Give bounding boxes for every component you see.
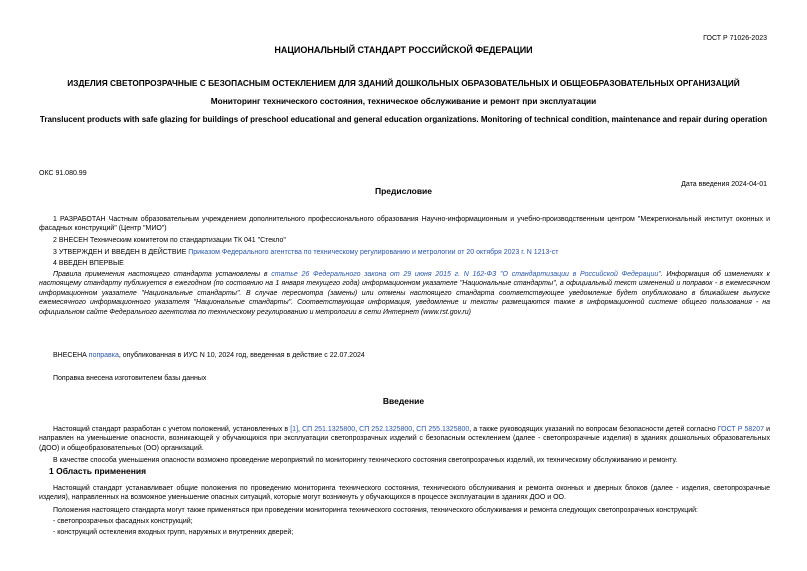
sp-251-link[interactable]: СП 251.1325800	[302, 426, 356, 433]
national-standard-heading: НАЦИОНАЛЬНЫЙ СТАНДАРТ РОССИЙСКОЙ ФЕДЕРАЦИИ	[274, 45, 533, 55]
foreword-item-3	[39, 248, 770, 257]
foreword-heading: Предисловие	[374, 186, 433, 196]
intro-text-c: и направлен на уменьшение опасности, возникающей у обучающихся при эксплуатации светопрозрачных изделий с безопасным остеклением (далее - светопрозрачные изделия) в зданиях дошкольных образовательных (ДОО) и общеобразовательных (ОО) организаций.	[39, 426, 770, 452]
document-title: ИЗДЕЛИЯ СВЕТОПРОЗРАЧНЫЕ С БЕЗОПАСНЫМ ОСТЕКЛЕНИЕМ ДЛЯ ЗДАНИЙ ДОШКОЛЬНЫХ ОБРАЗОВАТЕЛЬНЫХ И ОБЩЕОБРАЗОВАТЕЛЬНЫХ ОРГАНИЗАЦИЙ	[67, 78, 740, 88]
scope-paragraph-1: Настоящий стандарт устанавливает общие положения по проведению мониторинга технического состояния, технического обслуживания и ремонта оконных и дверных блоков (далее - изделия, светопрозрачные изделия), направленных на возможное уменьшение опасных ситуаций, которые могут возникнуть у обучающихся в процессе эксплуатации в зданиях ДОО и ОО.	[39, 485, 770, 502]
document-subtitle: Мониторинг технического состояния, техническое обслуживание и ремонт при эксплуатации	[210, 96, 597, 106]
amendment-text-a: ВНЕСЕНА	[53, 352, 89, 359]
intro-text-b: , а также руководящих указаний по вопросам безопасности детей согласно	[469, 426, 718, 433]
foreword-item-3-text: 3 УТВЕРЖДЕН И ВВЕДЕН В ДЕЙСТВИЕ	[53, 249, 189, 256]
separator: ,	[298, 426, 303, 433]
section-1-heading: 1 Область применения	[49, 466, 147, 476]
document-code: ГОСТ Р 71026-2023	[703, 35, 767, 42]
scope-list-item: - светопрозрачных фасадных конструкций;	[53, 518, 193, 525]
intro-text-a: Настоящий стандарт разработан с учетом положений, установленных в	[53, 426, 291, 433]
oks-code: ОКС 91.080.99	[39, 170, 87, 177]
scope-list-item: - конструкций остекления входных групп, наружных и внутренних дверей;	[53, 529, 294, 536]
amendment-text-b: , опубликованная в ИУС N 10, 2024 год, введенная в действие с 22.07.2024	[118, 352, 365, 359]
document-title-english: Translucent products with safe glazing for buildings of preschool educational and general education organizations. Monitoring of technical condition, maintenance and repair during operation	[39, 115, 768, 124]
amendment-note: Поправка внесена изготовителем базы данных	[53, 375, 207, 382]
federal-law-link[interactable]: статье 26 Федерального закона от 29 июня 2015 г. N 162-ФЗ "О стандартизации в Российской Федерации"	[271, 271, 661, 278]
sp-252-link[interactable]: СП 252.1325800	[359, 426, 413, 433]
introduction-paragraph-1	[39, 425, 770, 453]
foreword-item-1: 1 РАЗРАБОТАН Частным образовательным учреждением дополнительного профессионального образования Научно-информационным и учебно-производственным центром "Межрегиональный институт оконных и фасадных конструкций" (Центр "МИО")	[39, 216, 770, 233]
amendment-link[interactable]: поправка	[88, 352, 119, 359]
separator: ,	[355, 426, 360, 433]
reference-1-link[interactable]: [1]	[290, 426, 299, 433]
introduction-paragraph-2: В качестве способа уменьшения опасности возможно проведение мероприятий по мониторингу технического состояния светопрозрачных изделий, их техническому обслуживанию и ремонту.	[53, 457, 678, 464]
scope-paragraph-2: Положения настоящего стандарта могут также применяться при проведении мониторинга технического состояния, технического обслуживания и ремонта следующих светопрозрачных конструкций:	[53, 507, 698, 514]
rules-text-b: . Информация об изменениях к настоящему стандарту публикуется в ежегодном (по состоянию на 1 января текущего года) информационном указателе "Национальные стандарты", а официальный текст изменений и поправок - в ежемесячном информационном указателе "Национальные стандарты". В случае пересмотра (замены) или отмены настоящего стандарта соответствующее уведомление будет опубликовано в ближайшем выпуске ежемесячного информационного указателя "Национальные стандарты". Соответствующая информация, уведомление и тексты размещаются также в информационной системе общего пользования - на официальном сайте Федерального агентства по техническому регулированию и метрологии в сети Интернет (www.rst.gov.ru)	[39, 271, 770, 316]
rules-text-a: Правила применения настоящего стандарта установлены в	[53, 271, 272, 278]
gost-58207-link[interactable]: ГОСТ Р 58207	[717, 426, 764, 433]
amendment-line	[39, 351, 770, 360]
order-link[interactable]: Приказом Федерального агентства по техническому регулированию и метрологии от 20 октября 2023 г. N 1213-ст	[188, 249, 559, 256]
sp-255-link[interactable]: СП 255.1325800	[416, 426, 470, 433]
application-rules	[39, 270, 770, 317]
introduction-date: Дата введения 2024-04-01	[681, 181, 767, 188]
foreword-item-2: 2 ВНЕСЕН Техническим комитетом по стандартизации ТК 041 "Стекло"	[53, 237, 286, 244]
introduction-heading: Введение	[382, 396, 425, 406]
foreword-item-4: 4 ВВЕДЕН ВПЕРВЫЕ	[53, 260, 124, 267]
separator: ,	[412, 426, 417, 433]
